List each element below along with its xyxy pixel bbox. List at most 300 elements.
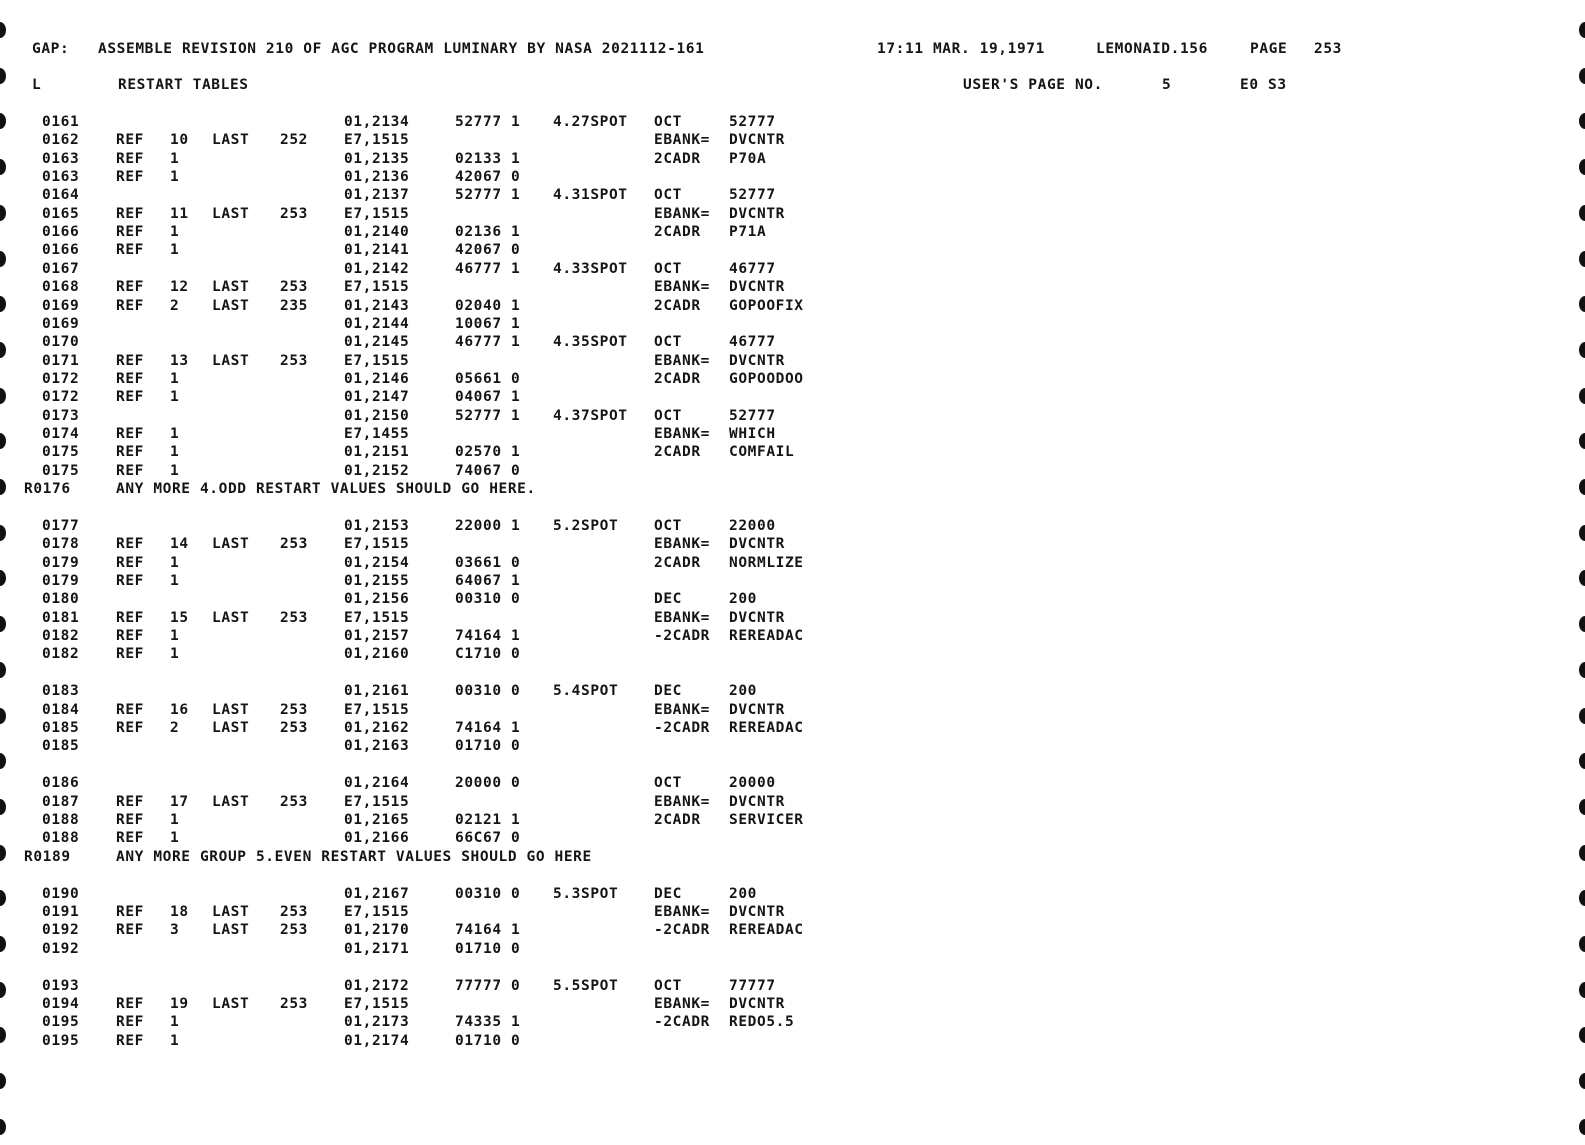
line-number: 0179 (42, 554, 80, 571)
cell-op: EBANK= (654, 132, 710, 149)
cell-addr: E7,1515 (344, 609, 410, 626)
cell-label: 4.33SPOT (553, 260, 628, 277)
line-number: 0195 (42, 1014, 80, 1031)
cell-addr: E7,1515 (344, 904, 410, 921)
cell-lastn: 253 (280, 904, 308, 921)
feed-hole (0, 205, 6, 221)
cell-refn: 18 (170, 904, 189, 921)
cell-operand: NORMLIZE (729, 554, 804, 571)
cell-ref: REF (116, 904, 144, 921)
line-number: 0194 (42, 996, 80, 1013)
cell-ref: REF (116, 609, 144, 626)
cell-addr: 01,2151 (344, 444, 410, 461)
cell-op: EBANK= (654, 609, 710, 626)
feed-hole (1579, 1027, 1585, 1043)
cell-refn: 2 (170, 297, 180, 314)
cell-op: -2CADR (654, 922, 710, 939)
cell-oct: 10067 1 (455, 315, 521, 332)
cell-oct: 77777 0 (455, 977, 521, 994)
cell-last: LAST (212, 996, 250, 1013)
line-number: 0168 (42, 279, 80, 296)
cell-lastn: 253 (280, 205, 308, 222)
cell-addr: 01,2135 (344, 150, 410, 167)
cell-ref: REF (116, 701, 144, 718)
cell-label: 4.31SPOT (553, 187, 628, 204)
cell-operand: 52777 (729, 187, 776, 204)
line-number: 0166 (42, 242, 80, 259)
cell-lastn: 253 (280, 609, 308, 626)
job-name: LEMONAID.156 (1096, 41, 1208, 57)
feed-hole (1579, 845, 1585, 861)
cell-ref: REF (116, 536, 144, 553)
page-number: 253 (1314, 41, 1342, 57)
cell-operand: 46777 (729, 260, 776, 277)
feed-hole (1579, 525, 1585, 541)
cell-addr: 01,2162 (344, 720, 410, 737)
cell-ref: REF (116, 830, 144, 847)
cell-addr: E7,1515 (344, 793, 410, 810)
cell-addr: 01,2171 (344, 940, 410, 957)
page-label: PAGE (1250, 41, 1288, 57)
cell-oct: C1710 0 (455, 646, 521, 663)
feed-hole (1579, 1119, 1585, 1135)
cell-label: 4.37SPOT (553, 407, 628, 424)
cell-refn: 11 (170, 205, 189, 222)
cell-oct: 00310 0 (455, 591, 521, 608)
cell-oct: 74164 1 (455, 628, 521, 645)
cell-addr: 01,2155 (344, 573, 410, 589)
cell-oct: 04067 1 (455, 389, 521, 406)
feed-hole (0, 936, 6, 952)
cell-lastn: 253 (280, 922, 308, 939)
cell-operand: P70A (729, 150, 767, 167)
cell-operand: REREADAC (729, 628, 804, 645)
cell-op: DEC (654, 885, 682, 902)
cell-ref: REF (116, 242, 144, 259)
cell-addr: 01,2137 (344, 187, 410, 204)
cell-refn: 16 (170, 701, 189, 718)
line-number: 0188 (42, 830, 80, 847)
cell-refn: 1 (170, 830, 180, 847)
cell-addr: 01,2153 (344, 518, 410, 534)
cell-ref: REF (116, 922, 144, 939)
cell-oct: 52777 1 (455, 114, 521, 130)
cell-oct: 01710 0 (455, 940, 521, 957)
cell-refn: 14 (170, 536, 189, 553)
feed-hole (0, 22, 6, 38)
assembler-label: GAP: (32, 41, 70, 57)
line-number: R0176 (24, 481, 71, 497)
cell-operand: DVCNTR (729, 536, 785, 553)
cell-last: LAST (212, 205, 250, 222)
cell-addr: 01,2156 (344, 591, 410, 608)
cell-ref: REF (116, 389, 144, 406)
cell-ref: REF (116, 646, 144, 663)
feed-hole (0, 845, 6, 861)
cell-lastn: 253 (280, 279, 308, 296)
cell-op: EBANK= (654, 904, 710, 921)
cell-lastn: 253 (280, 793, 308, 810)
remark-text: ANY MORE GROUP 5.EVEN RESTART VALUES SHOULD GO HERE (116, 848, 592, 865)
feed-hole (1579, 205, 1585, 221)
cell-label: 5.5SPOT (553, 977, 619, 994)
line-number: 0183 (42, 683, 80, 700)
feed-hole (1579, 1073, 1585, 1089)
cell-last: LAST (212, 720, 250, 737)
line-number: 0171 (42, 352, 80, 369)
cell-last: LAST (212, 279, 250, 296)
cell-operand: COMFAIL (729, 444, 795, 461)
cell-operand: DVCNTR (729, 701, 785, 718)
cell-addr: 01,2160 (344, 646, 410, 663)
feed-hole (0, 799, 6, 815)
line-number: 0192 (42, 940, 80, 957)
line-number: 0166 (42, 224, 80, 241)
cell-addr: 01,2167 (344, 885, 410, 902)
cell-addr: 01,2152 (344, 462, 410, 479)
cell-addr: 01,2174 (344, 1032, 410, 1049)
cell-oct: 74067 0 (455, 462, 521, 479)
cell-refn: 13 (170, 352, 189, 369)
line-number: 0162 (42, 132, 80, 149)
cell-refn: 2 (170, 720, 180, 737)
cell-operand: 200 (729, 885, 757, 902)
cell-addr: 01,2154 (344, 554, 410, 571)
feed-hole (1579, 936, 1585, 952)
line-number: 0175 (42, 462, 80, 479)
line-number: 0181 (42, 609, 80, 626)
feed-hole (1579, 662, 1585, 678)
cell-addr: 01,2142 (344, 260, 410, 277)
cell-ref: REF (116, 444, 144, 461)
cell-op: -2CADR (654, 720, 710, 737)
cell-operand: P71A (729, 224, 767, 241)
cell-last: LAST (212, 132, 250, 149)
line-number: 0161 (42, 114, 80, 130)
feed-hole (1579, 22, 1585, 38)
cell-addr: 01,2157 (344, 628, 410, 645)
cell-oct: 02570 1 (455, 444, 521, 461)
feed-hole (0, 251, 6, 267)
cell-refn: 1 (170, 554, 180, 571)
users-page-number: 5 (1162, 77, 1172, 93)
cell-refn: 1 (170, 426, 180, 442)
cell-addr: 01,2161 (344, 683, 410, 700)
feed-hole (0, 68, 6, 84)
feed-hole (0, 388, 6, 404)
cell-addr: 01,2170 (344, 922, 410, 939)
line-number: 0172 (42, 389, 80, 406)
cell-addr: 01,2164 (344, 775, 410, 792)
cell-ref: REF (116, 352, 144, 369)
cell-operand: REREADAC (729, 922, 804, 939)
line-number: 0169 (42, 315, 80, 332)
cell-op: EBANK= (654, 426, 710, 442)
cell-addr: E7,1515 (344, 352, 410, 369)
cell-lastn: 253 (280, 352, 308, 369)
line-number: 0174 (42, 426, 80, 442)
cell-ref: REF (116, 370, 144, 387)
cell-op: EBANK= (654, 279, 710, 296)
cell-lastn: 253 (280, 536, 308, 553)
cell-op: OCT (654, 334, 682, 351)
feed-hole (1579, 982, 1585, 998)
feed-hole (0, 982, 6, 998)
cell-refn: 1 (170, 242, 180, 259)
section-code: E0 S3 (1240, 77, 1287, 93)
feed-hole (0, 113, 6, 129)
cell-label: 5.3SPOT (553, 885, 619, 902)
line-number: 0182 (42, 628, 80, 645)
section-title: RESTART TABLES (118, 77, 249, 93)
cell-op: 2CADR (654, 370, 701, 387)
feed-hole (1579, 251, 1585, 267)
cell-oct: 46777 1 (455, 334, 521, 351)
cell-label: 5.4SPOT (553, 683, 619, 700)
cell-addr: E7,1515 (344, 205, 410, 222)
cell-oct: 20000 0 (455, 775, 521, 792)
feed-hole (0, 1119, 6, 1135)
cell-op: EBANK= (654, 205, 710, 222)
cell-last: LAST (212, 536, 250, 553)
cell-addr: 01,2136 (344, 169, 410, 185)
remark-text: ANY MORE 4.ODD RESTART VALUES SHOULD GO HERE. (116, 481, 536, 497)
cell-addr: E7,1515 (344, 132, 410, 149)
cell-refn: 1 (170, 462, 180, 479)
feed-hole (0, 1027, 6, 1043)
users-page-label: USER'S PAGE NO. (963, 77, 1103, 93)
cell-op: EBANK= (654, 536, 710, 553)
feed-hole (1579, 113, 1585, 129)
cell-addr: 01,2145 (344, 334, 410, 351)
cell-oct: 05661 0 (455, 370, 521, 387)
cell-oct: 52777 1 (455, 187, 521, 204)
cell-op: OCT (654, 977, 682, 994)
cell-ref: REF (116, 279, 144, 296)
cell-ref: REF (116, 297, 144, 314)
cell-addr: 01,2172 (344, 977, 410, 994)
feed-hole (1579, 570, 1585, 586)
cell-op: EBANK= (654, 701, 710, 718)
cell-operand: 22000 (729, 518, 776, 534)
cell-label: 4.27SPOT (553, 114, 628, 130)
cell-operand: DVCNTR (729, 904, 785, 921)
cell-refn: 17 (170, 793, 189, 810)
line-number: 0188 (42, 812, 80, 829)
line-number: 0193 (42, 977, 80, 994)
cell-refn: 1 (170, 150, 180, 167)
cell-oct: 02133 1 (455, 150, 521, 167)
cell-last: LAST (212, 701, 250, 718)
cell-addr: 01,2150 (344, 407, 410, 424)
cell-oct: 02040 1 (455, 297, 521, 314)
cell-refn: 15 (170, 609, 189, 626)
cell-addr: 01,2140 (344, 224, 410, 241)
cell-addr: 01,2141 (344, 242, 410, 259)
feed-hole (1579, 159, 1585, 175)
cell-op: OCT (654, 260, 682, 277)
cell-operand: DVCNTR (729, 132, 785, 149)
timestamp: 17:11 MAR. 19,1971 (877, 41, 1045, 57)
line-number: 0177 (42, 518, 80, 534)
cell-last: LAST (212, 793, 250, 810)
cell-oct: 42067 0 (455, 169, 521, 185)
cell-oct: 03661 0 (455, 554, 521, 571)
cell-oct: 02121 1 (455, 812, 521, 829)
cell-operand: 52777 (729, 114, 776, 130)
cell-oct: 74164 1 (455, 922, 521, 939)
cell-oct: 42067 0 (455, 242, 521, 259)
cell-refn: 1 (170, 1014, 180, 1031)
cell-addr: 01,2143 (344, 297, 410, 314)
cell-ref: REF (116, 573, 144, 589)
cell-addr: E7,1515 (344, 701, 410, 718)
cell-addr: 01,2144 (344, 315, 410, 332)
cell-label: 4.35SPOT (553, 334, 628, 351)
cell-addr: E7,1515 (344, 279, 410, 296)
cell-refn: 1 (170, 1032, 180, 1049)
cell-op: OCT (654, 775, 682, 792)
feed-hole (0, 433, 6, 449)
cell-lastn: 253 (280, 701, 308, 718)
cell-operand: REDO5.5 (729, 1014, 795, 1031)
cell-op: -2CADR (654, 628, 710, 645)
cell-refn: 19 (170, 996, 189, 1013)
cell-last: LAST (212, 922, 250, 939)
cell-op: 2CADR (654, 444, 701, 461)
cell-op: -2CADR (654, 1014, 710, 1031)
cell-refn: 1 (170, 444, 180, 461)
cell-op: EBANK= (654, 352, 710, 369)
cell-oct: 01710 0 (455, 738, 521, 755)
cell-addr: 01,2165 (344, 812, 410, 829)
subheader-marker: L (32, 77, 42, 93)
cell-label: 5.2SPOT (553, 518, 619, 534)
cell-op: 2CADR (654, 150, 701, 167)
line-number: R0189 (24, 848, 71, 865)
cell-operand: WHICH (729, 426, 776, 442)
cell-op: EBANK= (654, 793, 710, 810)
line-number: 0191 (42, 904, 80, 921)
page-title: ASSEMBLE REVISION 210 OF AGC PROGRAM LUMINARY BY NASA 2021112-161 (98, 41, 705, 57)
cell-operand: REREADAC (729, 720, 804, 737)
cell-oct: 74164 1 (455, 720, 521, 737)
line-number: 0163 (42, 150, 80, 167)
cell-ref: REF (116, 224, 144, 241)
line-number: 0173 (42, 407, 80, 424)
cell-oct: 64067 1 (455, 573, 521, 589)
line-number: 0180 (42, 591, 80, 608)
line-number: 0195 (42, 1032, 80, 1049)
cell-operand: GOPOOFIX (729, 297, 804, 314)
line-number: 0170 (42, 334, 80, 351)
cell-addr: E7,1515 (344, 536, 410, 553)
feed-hole (0, 890, 6, 906)
feed-hole (1579, 479, 1585, 495)
cell-refn: 1 (170, 224, 180, 241)
cell-ref: REF (116, 150, 144, 167)
cell-oct: 74335 1 (455, 1014, 521, 1031)
cell-operand: DVCNTR (729, 279, 785, 296)
cell-op: 2CADR (654, 554, 701, 571)
cell-ref: REF (116, 793, 144, 810)
line-number: 0185 (42, 738, 80, 755)
cell-operand: 20000 (729, 775, 776, 792)
cell-ref: REF (116, 169, 144, 185)
cell-ref: REF (116, 132, 144, 149)
feed-hole (1579, 753, 1585, 769)
line-number: 0169 (42, 297, 80, 314)
cell-addr: 01,2134 (344, 114, 410, 130)
feed-hole (0, 708, 6, 724)
cell-ref: REF (116, 720, 144, 737)
cell-refn: 10 (170, 132, 189, 149)
cell-op: DEC (654, 591, 682, 608)
line-number: 0175 (42, 444, 80, 461)
cell-addr: 01,2147 (344, 389, 410, 406)
cell-op: OCT (654, 187, 682, 204)
line-number: 0179 (42, 573, 80, 589)
cell-oct: 46777 1 (455, 260, 521, 277)
line-number: 0190 (42, 885, 80, 902)
feed-hole (0, 662, 6, 678)
cell-operand: 52777 (729, 407, 776, 424)
cell-operand: DVCNTR (729, 352, 785, 369)
cell-refn: 1 (170, 169, 180, 185)
feed-hole (0, 296, 6, 312)
line-number: 0163 (42, 169, 80, 185)
cell-ref: REF (116, 996, 144, 1013)
feed-hole (0, 1073, 6, 1089)
line-number: 0164 (42, 187, 80, 204)
cell-operand: 77777 (729, 977, 776, 994)
cell-operand: DVCNTR (729, 996, 785, 1013)
cell-op: 2CADR (654, 224, 701, 241)
feed-hole (1579, 296, 1585, 312)
line-number: 0178 (42, 536, 80, 553)
cell-refn: 1 (170, 370, 180, 387)
cell-op: 2CADR (654, 812, 701, 829)
feed-hole (1579, 616, 1585, 632)
cell-refn: 1 (170, 628, 180, 645)
cell-refn: 3 (170, 922, 180, 939)
cell-ref: REF (116, 812, 144, 829)
cell-addr: E7,1455 (344, 426, 410, 442)
feed-hole (1579, 342, 1585, 358)
feed-hole (1579, 68, 1585, 84)
feed-hole (0, 159, 6, 175)
cell-oct: 00310 0 (455, 683, 521, 700)
feed-hole (1579, 890, 1585, 906)
cell-lastn: 253 (280, 996, 308, 1013)
cell-last: LAST (212, 297, 250, 314)
cell-oct: 52777 1 (455, 407, 521, 424)
line-number: 0167 (42, 260, 80, 277)
cell-last: LAST (212, 352, 250, 369)
cell-lastn: 252 (280, 132, 308, 149)
feed-hole (1579, 799, 1585, 815)
feed-hole (0, 753, 6, 769)
feed-hole (1579, 388, 1585, 404)
feed-hole (1579, 433, 1585, 449)
cell-ref: REF (116, 462, 144, 479)
cell-addr: 01,2163 (344, 738, 410, 755)
cell-operand: DVCNTR (729, 793, 785, 810)
cell-ref: REF (116, 1014, 144, 1031)
cell-refn: 1 (170, 646, 180, 663)
line-number: 0192 (42, 922, 80, 939)
feed-hole (0, 342, 6, 358)
